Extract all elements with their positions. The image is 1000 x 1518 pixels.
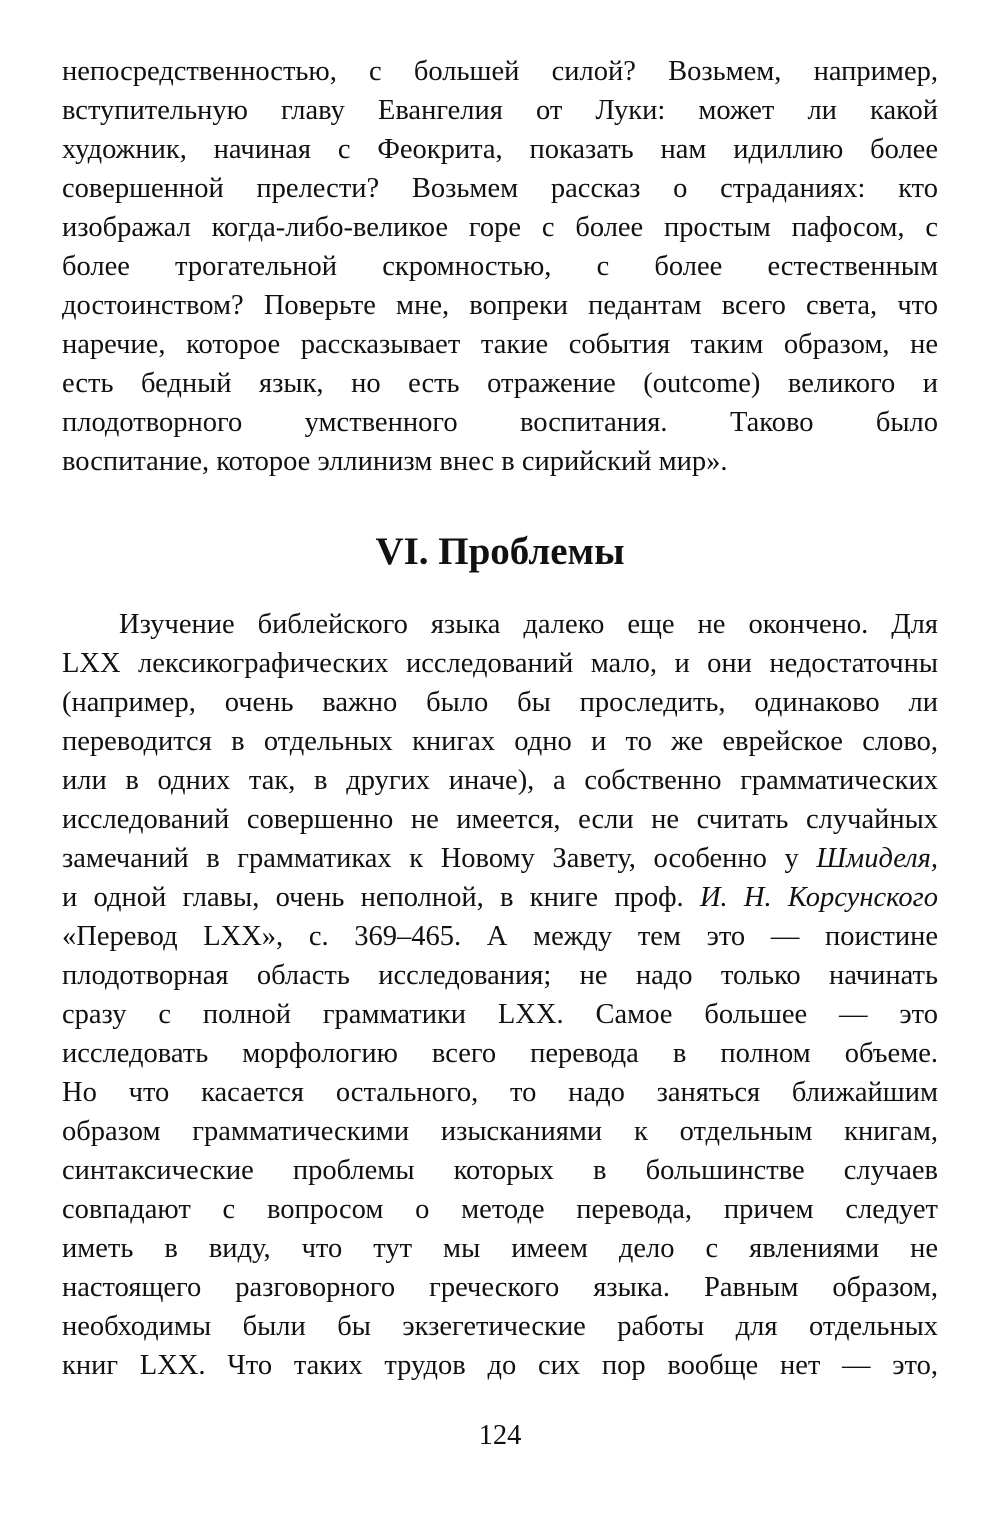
text-line: или в одних так, в других иначе), а собственно грамматических — [62, 765, 938, 796]
text-line: (например, очень важно было бы проследить, одинаково ли — [62, 687, 938, 718]
text-line — [62, 839, 938, 878]
text-line — [62, 878, 938, 917]
paragraph-problems — [62, 605, 938, 1385]
text-line: более трогательной скромностью, с более естественным — [62, 251, 938, 282]
text-line: книг LXX. Что таких трудов до сих пор вообще нет — это, — [62, 1350, 938, 1381]
text-segment: и одной главы, очень неполной, в книге проф. — [62, 882, 700, 913]
text-line: Изучение библейского языка далеко еще не окончено. Для — [119, 609, 938, 640]
text-line: исследований совершенно не имеется, если не считать случайных — [62, 804, 938, 835]
text-line: иметь в виду, что тут мы имеем дело с явлениями не — [62, 1233, 938, 1264]
text-line: образом грамматическими изысканиями к отдельным книгам, — [62, 1116, 938, 1147]
text-line: плодотворная область исследования; не надо только начинать — [62, 960, 938, 991]
section-heading: VI. Проблемы — [375, 530, 625, 573]
text-line: есть бедный язык, но есть отражение (outcome) великого и — [62, 368, 938, 399]
text-line: Но что касается остального, то надо заняться ближайшим — [62, 1077, 938, 1108]
page-number: 124 — [478, 1420, 522, 1451]
text-segment: замечаний в грамматиках к Новому Завету, особенно у — [62, 843, 817, 874]
text-line: сразу с полной грамматики LXX. Самое большее — это — [62, 999, 938, 1030]
text-line: синтаксические проблемы которых в большинстве случаев — [62, 1155, 938, 1186]
text-line: совершенной прелести? Возьмем рассказ о страданиях: кто — [62, 173, 938, 204]
text-line: вступительную главу Евангелия от Луки: может ли какой — [62, 95, 938, 126]
text-line: непосредственностью, с большей силой? Возьмем, например, — [62, 56, 938, 87]
text-line: наречие, которое рассказывает такие события таким образом, не — [62, 329, 938, 360]
text-line: необходимы были бы экзегетические работы для отдельных — [62, 1311, 938, 1342]
paragraph-continuation — [62, 52, 938, 481]
text-line: изображал когда-либо-великое горе с более простым пафосом, с — [62, 212, 938, 243]
author-name-italic: Шмиделя, — [816, 843, 938, 874]
text-line: достоинством? Поверьте мне, вопреки педантам всего света, что — [62, 290, 938, 321]
text-line: воспитание, которое эллинизм внес в сирийский мир». — [62, 446, 728, 477]
text-line: совпадают с вопросом о методе перевода, причем следует — [62, 1194, 938, 1225]
text-line: художник, начиная с Феокрита, показать нам идиллию более — [62, 134, 938, 165]
text-line: исследовать морфологию всего перевода в полном объеме. — [62, 1038, 938, 1069]
text-line: настоящего разговорного греческого языка. Равным образом, — [62, 1272, 938, 1303]
text-line: LXX лексикографических исследований мало, и они недостаточны — [62, 648, 938, 679]
text-line: переводится в отдельных книгах одно и то же еврейское слово, — [62, 726, 938, 757]
text-line: плодотворного умственного воспитания. Таково было — [62, 407, 938, 438]
author-name-italic: И. Н. Корсунского — [699, 882, 938, 913]
text-line: «Перевод LXX», с. 369–465. А между тем это — поистине — [62, 921, 938, 952]
